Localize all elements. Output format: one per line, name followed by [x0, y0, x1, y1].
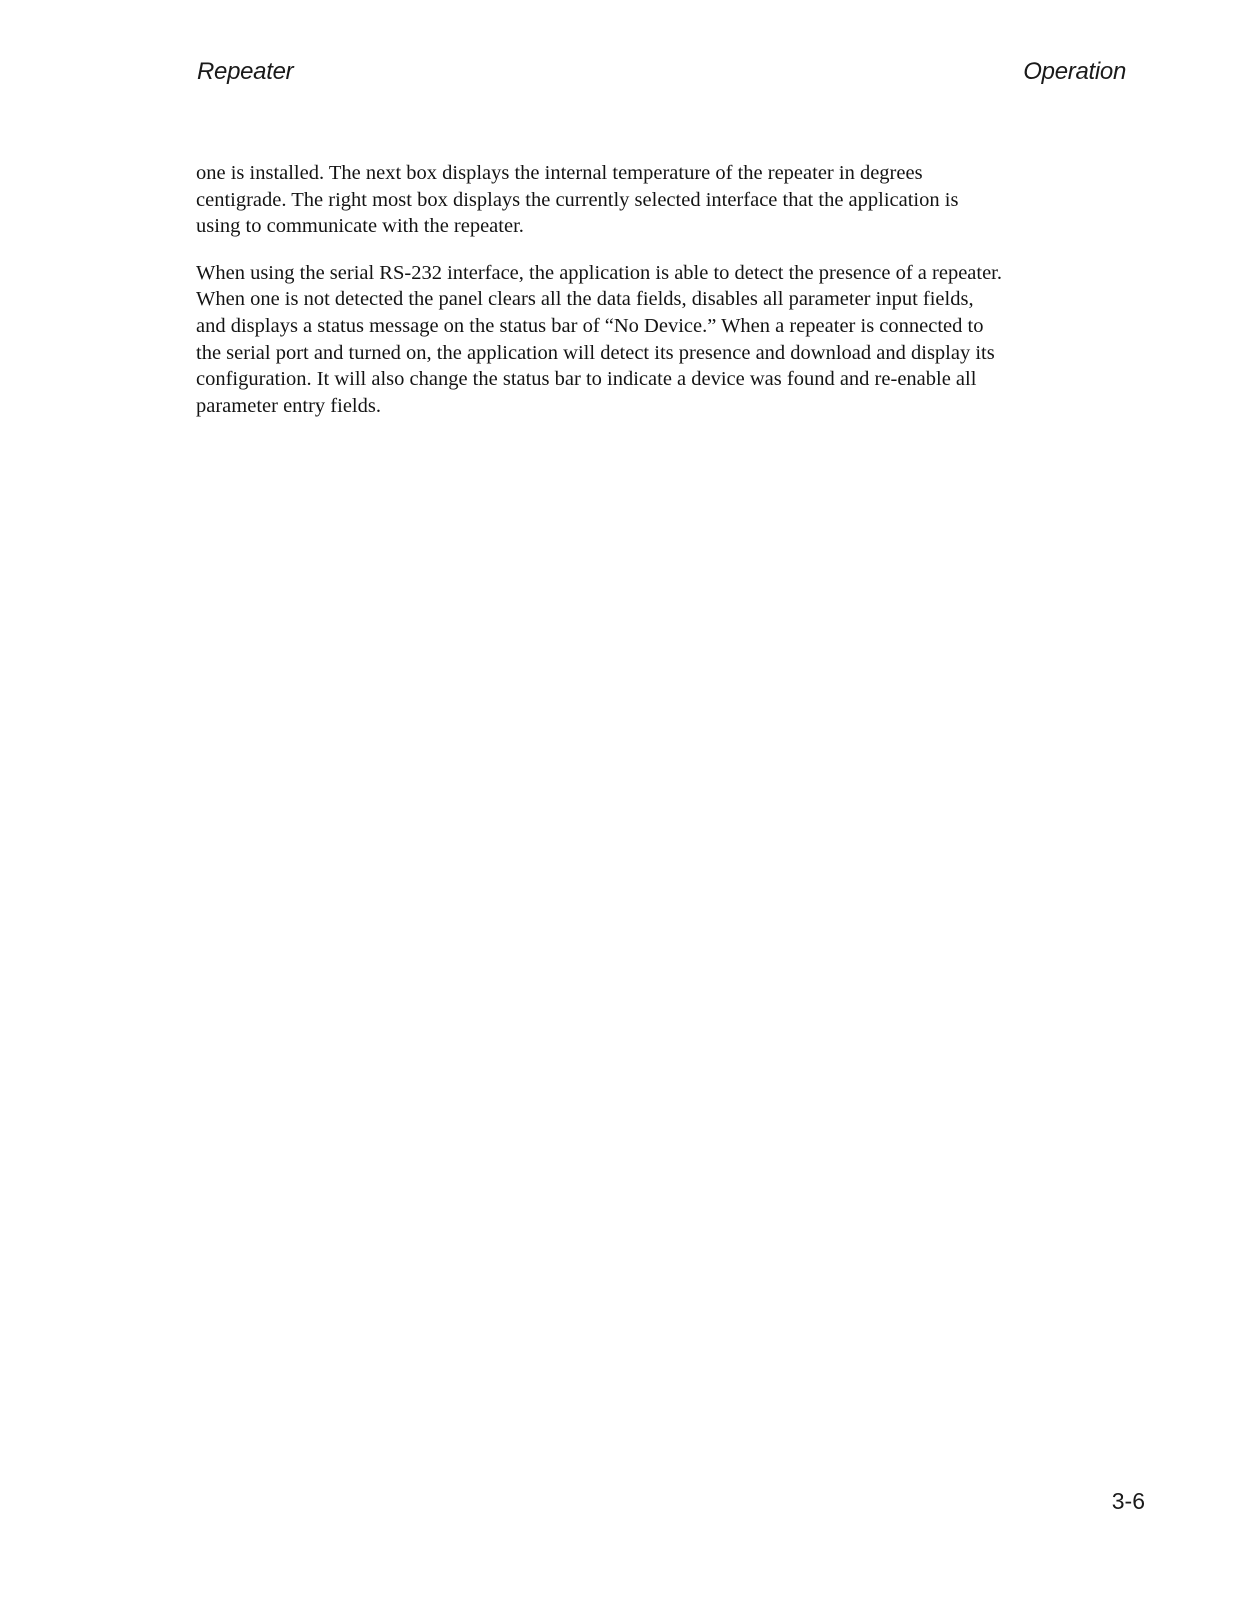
page-number: 3-6 — [1111, 1488, 1145, 1514]
text-line: one is installed. The next box displays the internal temperature of the repeater in degrees — [196, 162, 923, 184]
text-line: When one is not detected the panel clears all the data fields, disables all parameter input fields, — [196, 288, 974, 311]
running-header-right: Operation — [1023, 58, 1126, 85]
text-line: configuration. It will also change the status bar to indicate a device was found and re-enable all — [196, 368, 977, 391]
text-line: the serial port and turned on, the application will detect its presence and download and display its — [196, 341, 995, 364]
text-line: centigrade. The right most box displays the currently selected interface that the application is — [196, 188, 959, 211]
text-line: and displays a status message on the status bar of “No Device.” When a repeater is connected to — [196, 314, 984, 337]
body-text — [196, 160, 1076, 439]
running-header-left: Repeater — [197, 58, 294, 85]
paragraph-interface-boxes — [196, 160, 1076, 240]
text-line: using to communicate with the repeater. — [196, 215, 524, 238]
paragraph-device-detection — [196, 260, 1076, 420]
text-line: parameter entry fields. — [196, 394, 381, 417]
text-line: When using the serial RS-232 interface, the application is able to detect the presence of a repeater. — [196, 261, 1003, 284]
